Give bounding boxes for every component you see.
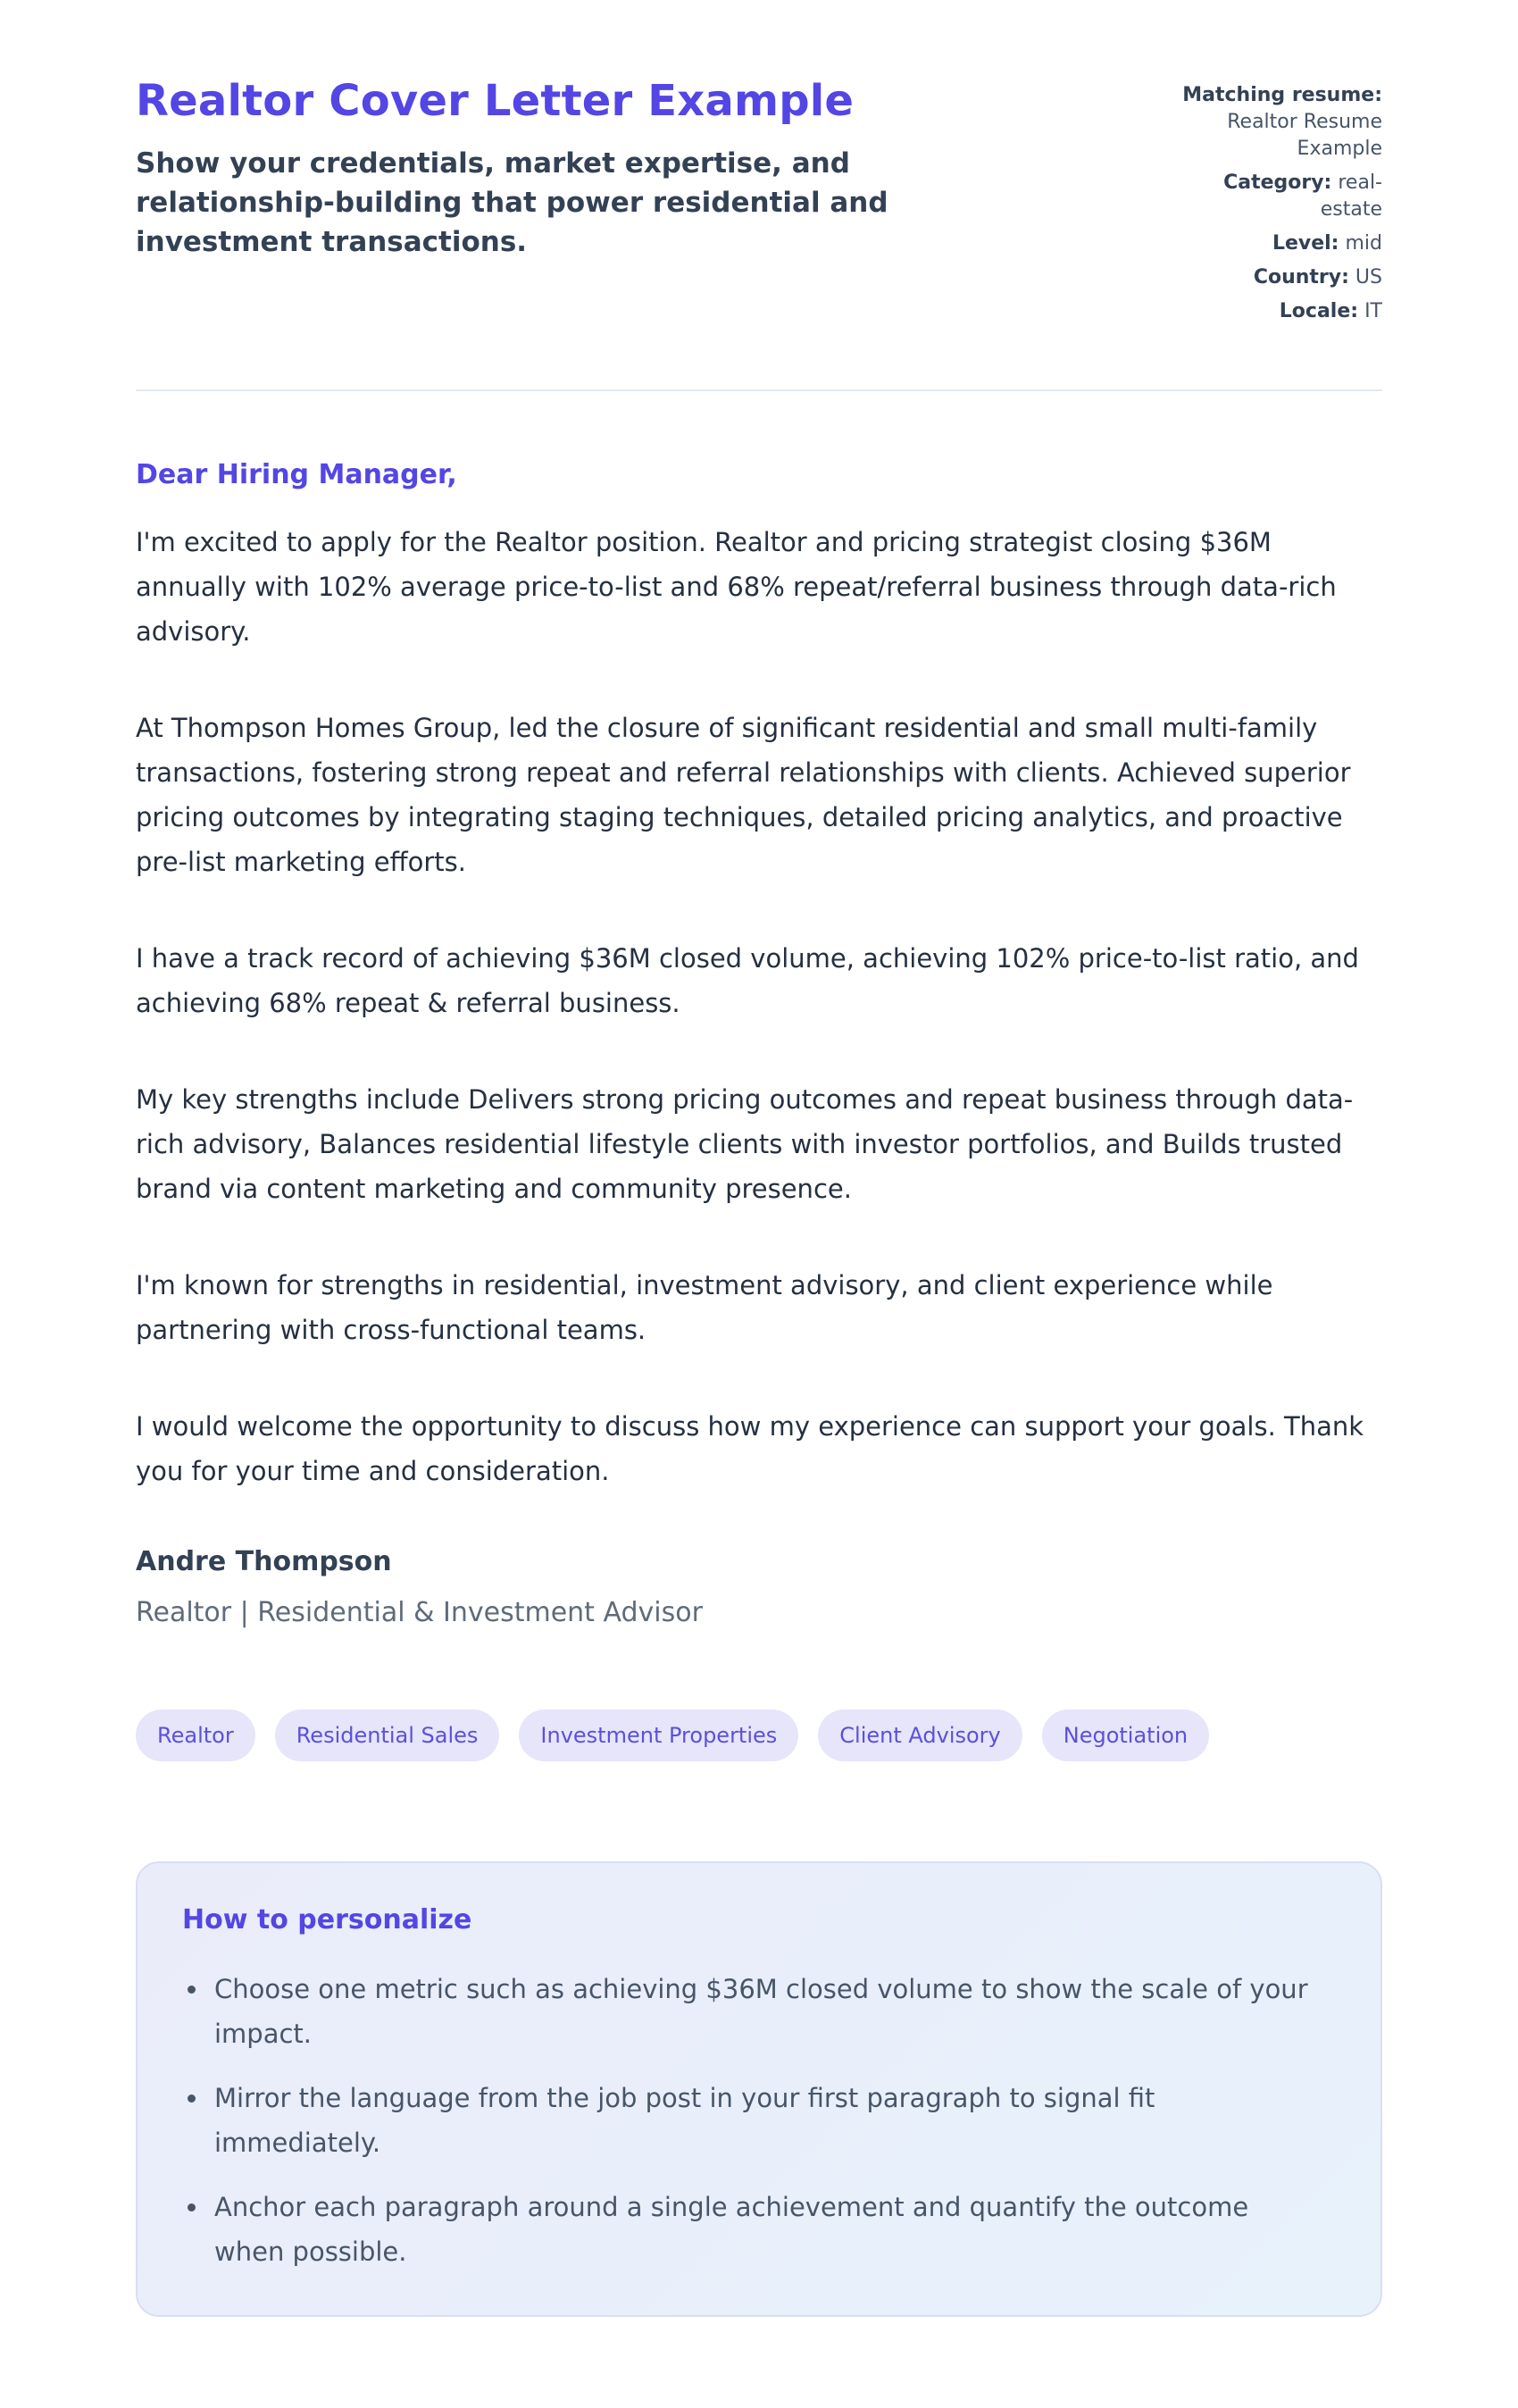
meta-item-category bbox=[1177, 170, 1382, 223]
resume-meta-block bbox=[1177, 82, 1382, 332]
meta-value: mid bbox=[1345, 232, 1382, 255]
meta-label: Category: bbox=[1223, 171, 1332, 194]
letter-paragraph: I have a track record of achieving $36M closed volume, achieving 102% price-to-list ratio, and achieving 68% repeat & referral business. bbox=[136, 943, 1359, 1018]
tips-title: How to personalize bbox=[182, 1904, 472, 1936]
signature-name: Andre Thompson bbox=[136, 1546, 392, 1577]
page-subtitle: Show your credentials, market expertise, and relationship-building that power residential and investment transactions. bbox=[136, 147, 888, 259]
signature-role: Realtor | Residential & Investment Advisor bbox=[136, 1597, 703, 1628]
meta-label: Country: bbox=[1253, 266, 1349, 288]
skill-tags-row bbox=[136, 1710, 1382, 1761]
meta-item-locale bbox=[1177, 298, 1382, 325]
tag-badge: Negotiation bbox=[1042, 1710, 1209, 1761]
meta-label: Matching resume: bbox=[1182, 84, 1382, 106]
tips-list bbox=[182, 1967, 1336, 2274]
tag-badge: Residential Sales bbox=[275, 1710, 500, 1761]
meta-item-level bbox=[1177, 230, 1382, 257]
tag-badge: Investment Properties bbox=[519, 1710, 798, 1761]
cover-letter-body bbox=[136, 391, 1382, 1631]
tip-item: Mirror the language from the job post in your first paragraph to signal fit immediately. bbox=[182, 2076, 1316, 2165]
header-titles bbox=[136, 77, 1038, 262]
meta-value: US bbox=[1355, 266, 1382, 288]
signature-block bbox=[136, 1545, 1382, 1631]
meta-value: Realtor Resume Example bbox=[1227, 111, 1382, 160]
letter-paragraph: My key strengths include Delivers strong pricing outcomes and repeat business through data-rich advisory, Balances residential lifestyle clients with investor portfolios, and Builds trusted brand via content marketing and community presence. bbox=[136, 1084, 1354, 1204]
letter-paragraph: At Thompson Homes Group, led the closure of significant residential and small multi-family transactions, fostering strong repeat and referral relationships with clients. Achieved superior pricing outcomes by integrating staging techniques, detailed pricing analytics, and proactive pre-list marketing efforts. bbox=[136, 713, 1351, 877]
meta-label: Level: bbox=[1272, 232, 1339, 255]
page-title: Realtor Cover Letter Example bbox=[136, 76, 855, 126]
tag-badge: Client Advisory bbox=[818, 1710, 1022, 1761]
letter-paragraph: I would welcome the opportunity to discuss how my experience can support your goals. Thank you for your time and consideration. bbox=[136, 1411, 1364, 1486]
letter-greeting: Dear Hiring Manager, bbox=[136, 459, 457, 490]
tag-badge: Realtor bbox=[136, 1710, 255, 1761]
tip-item: Anchor each paragraph around a single achievement and quantify the outcome when possible. bbox=[182, 2185, 1316, 2274]
page-header bbox=[136, 77, 1382, 332]
letter-paragraph: I'm excited to apply for the Realtor position. Realtor and pricing strategist closing $36M annually with 102% average price-to-list and 68% repeat/referral business through data-rich advisory. bbox=[136, 527, 1337, 647]
meta-value: real-estate bbox=[1320, 171, 1382, 221]
meta-label: Locale: bbox=[1279, 300, 1359, 322]
meta-value: IT bbox=[1364, 300, 1382, 322]
how-to-personalize-box bbox=[136, 1861, 1382, 2317]
meta-item-matching-resume bbox=[1177, 82, 1382, 163]
tip-item: Choose one metric such as achieving $36M closed volume to show the scale of your impact. bbox=[182, 1967, 1316, 2056]
letter-paragraph: I'm known for strengths in residential, investment advisory, and client experience while partnering with cross-functional teams. bbox=[136, 1270, 1273, 1345]
meta-item-country bbox=[1177, 264, 1382, 291]
